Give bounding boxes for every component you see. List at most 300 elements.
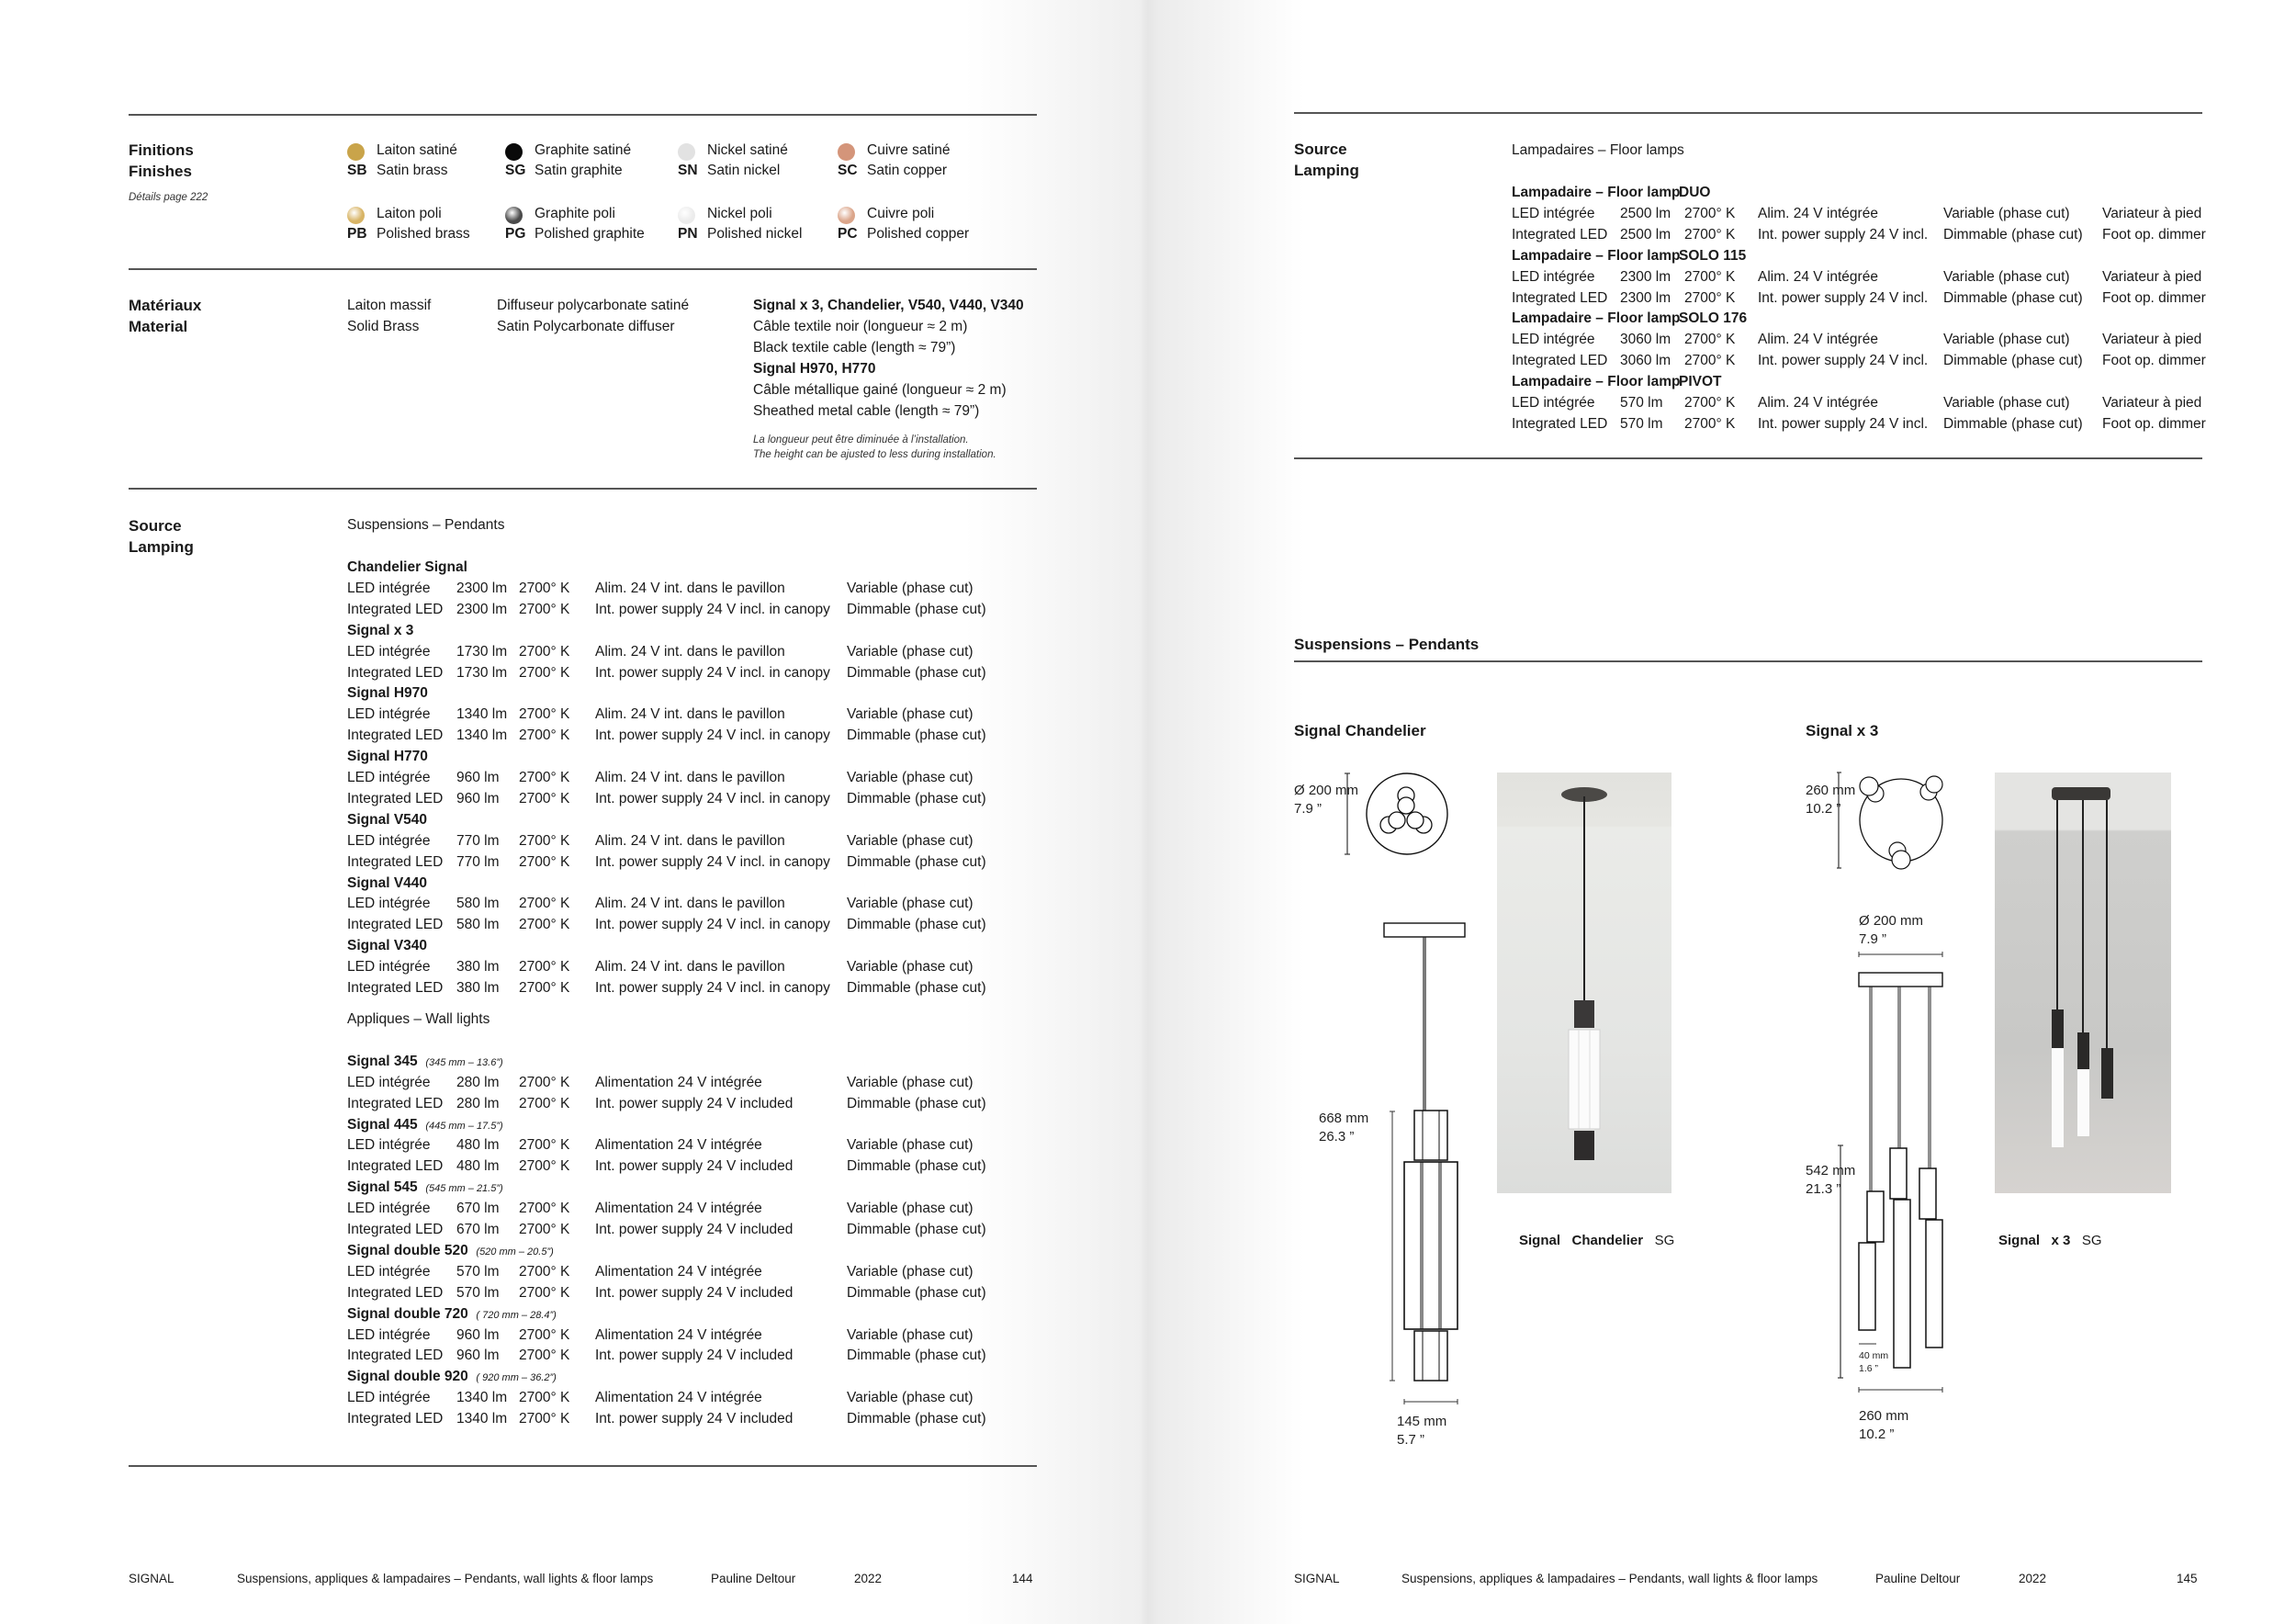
finish-name-fr: Graphite poli	[535, 206, 615, 221]
finish-color-icon	[838, 143, 855, 161]
color-temp: 2700° K	[519, 1074, 570, 1090]
color-temp: 2700° K	[519, 706, 570, 723]
finish-name-fr: Laiton satiné	[377, 142, 457, 158]
product-heading	[0, 308, 2204, 329]
finish-name-en: Satin graphite	[535, 163, 623, 178]
table-row	[0, 956, 1038, 977]
product-heading	[0, 682, 1038, 704]
source-label: Source Lamping	[1294, 141, 1359, 179]
dimmer-switch: Foot op. dimmer	[2102, 289, 2206, 306]
x3-title: Signal x 3	[1806, 722, 1879, 739]
lumens: 1340 lm	[456, 706, 508, 723]
lumens: 570 lm	[456, 1284, 500, 1301]
lamp-type: LED intégrée	[347, 1201, 431, 1217]
color-temp: 2700° K	[519, 664, 570, 681]
product-name: Signal double 920 ( 920 mm – 36.2”)	[347, 1369, 557, 1385]
finish-color-icon	[347, 143, 365, 161]
power-supply: Int. power supply 24 V incl. in canopy	[595, 853, 830, 870]
color-temp: 2700° K	[1684, 415, 1736, 432]
product-heading	[0, 1051, 1038, 1072]
power-supply: Int. power supply 24 V incl. in canopy	[595, 727, 830, 744]
finish-code: PC	[838, 226, 858, 242]
color-temp: 2700° K	[519, 853, 570, 870]
dimming: Variable (phase cut)	[847, 1263, 974, 1280]
product-model: DUO	[1679, 185, 1711, 200]
lamp-type: LED intégrée	[347, 896, 431, 912]
power-supply: Alimentation 24 V intégrée	[595, 1074, 762, 1090]
product-heading	[0, 620, 1038, 641]
dimming: Dimmable (phase cut)	[847, 917, 986, 933]
lumens: 1340 lm	[456, 727, 508, 744]
table-row	[0, 413, 2204, 434]
lamp-type: Integrated LED	[347, 1284, 444, 1301]
color-temp: 2700° K	[519, 1137, 570, 1154]
table-row	[0, 1325, 1038, 1346]
divider	[129, 1465, 1037, 1467]
product-heading	[0, 1240, 1038, 1261]
dimming: Variable (phase cut)	[1943, 205, 2070, 221]
product-heading	[0, 1114, 1038, 1135]
lamp-type: Integrated LED	[347, 664, 444, 681]
finish-name-fr: Nickel satiné	[707, 142, 788, 158]
dimmer-switch: Foot op. dimmer	[2102, 415, 2206, 432]
finish-color-icon	[678, 143, 695, 161]
product-heading	[0, 1177, 1038, 1198]
dimming: Variable (phase cut)	[847, 1326, 974, 1343]
finish-color-icon	[505, 143, 523, 161]
product-heading	[0, 873, 1038, 894]
divider	[1294, 660, 2202, 662]
x3-canopy-dim: Ø 200 mm 7.9 ”	[1859, 913, 1924, 947]
dimming: Dimmable (phase cut)	[847, 790, 986, 806]
dimming: Dimmable (phase cut)	[847, 1095, 986, 1111]
lamp-type: LED intégrée	[347, 770, 431, 785]
product-name: Signal 345 (345 mm – 13.6”)	[347, 1053, 503, 1069]
dimming: Dimmable (phase cut)	[847, 727, 986, 744]
table-row	[0, 851, 1038, 873]
power-supply: Int. power supply 24 V included	[595, 1284, 793, 1301]
lamp-type: LED intégrée	[1512, 395, 1595, 411]
table-row	[0, 830, 1038, 851]
product-model: SOLO 115	[1679, 247, 1747, 264]
product-name: Signal x 3	[347, 622, 414, 638]
product-heading	[0, 1009, 1038, 1030]
lumens: 580 lm	[456, 896, 500, 912]
pendants-section-title: Suspensions – Pendants	[1294, 636, 1480, 653]
dimmer-switch: Variateur à pied	[2102, 332, 2202, 348]
x3-top-dim: 260 mm 10.2 ”	[1806, 783, 1856, 817]
lumens: 3060 lm	[1620, 332, 1671, 348]
power-supply: Int. power supply 24 V incl. in canopy	[595, 790, 830, 806]
dimming: Variable (phase cut)	[847, 1137, 974, 1154]
dimming: Dimmable (phase cut)	[847, 664, 986, 681]
finish-swatch-item	[678, 141, 861, 186]
source-label: Source Lamping	[129, 517, 194, 556]
finish-swatch-item	[505, 141, 689, 186]
lamp-type: LED intégrée	[347, 580, 431, 596]
product-name: Signal H770	[347, 749, 428, 765]
divider	[1294, 457, 2202, 459]
lamp-type: Integrated LED	[347, 1222, 444, 1237]
finish-code: SG	[505, 163, 526, 178]
lamp-type: Integrated LED	[347, 727, 444, 744]
lamp-type: LED intégrée	[347, 1326, 431, 1343]
product-heading	[0, 182, 2204, 203]
product-heading	[0, 809, 1038, 830]
power-supply: Alim. 24 V int. dans le pavillon	[595, 959, 785, 976]
lumens: 1340 lm	[456, 1411, 508, 1427]
lamp-type: LED intégrée	[1512, 205, 1595, 221]
lamp-type: LED intégrée	[1512, 332, 1595, 348]
color-temp: 2700° K	[519, 1390, 570, 1406]
power-supply: Alim. 24 V int. dans le pavillon	[595, 770, 785, 785]
footer-year: 2022	[854, 1572, 883, 1585]
dimming: Dimmable (phase cut)	[1943, 289, 2083, 306]
power-supply: Int. power supply 24 V included	[595, 1411, 793, 1427]
color-temp: 2700° K	[519, 832, 570, 849]
power-supply: Alim. 24 V intégrée	[1758, 332, 1878, 348]
dimming: Variable (phase cut)	[847, 770, 974, 785]
x3-caption: Signal x 3 SG	[1998, 1233, 2102, 1248]
power-supply: Int. power supply 24 V incl. in canopy	[595, 601, 830, 617]
color-temp: 2700° K	[519, 1284, 570, 1301]
lumens: 770 lm	[456, 853, 500, 870]
power-supply: Alimentation 24 V intégrée	[595, 1390, 762, 1406]
power-supply: Alim. 24 V int. dans le pavillon	[595, 832, 785, 849]
lumens: 570 lm	[1620, 395, 1663, 411]
finishes-label: Finitions Finishes	[129, 141, 194, 180]
lamp-type: LED intégrée	[347, 832, 431, 849]
lumens: 580 lm	[456, 917, 500, 933]
lamp-type: LED intégrée	[347, 706, 431, 723]
color-temp: 2700° K	[519, 1263, 570, 1280]
lumens: 280 lm	[456, 1095, 500, 1111]
page-number: 144	[1012, 1572, 1033, 1585]
lumens: 480 lm	[456, 1137, 500, 1154]
finish-name-fr: Laiton poli	[377, 206, 442, 221]
table-row	[0, 1093, 1038, 1114]
color-temp: 2700° K	[1684, 268, 1736, 285]
dimming: Variable (phase cut)	[1943, 268, 2070, 285]
footer-category: Suspensions, appliques & lampadaires – Pendants, wall lights & floor lamps	[1401, 1572, 1818, 1585]
table-row	[0, 266, 2204, 288]
lumens: 3060 lm	[1620, 353, 1671, 369]
divider	[129, 114, 1037, 116]
dimming: Variable (phase cut)	[847, 896, 974, 912]
lumens: 2300 lm	[1620, 289, 1671, 306]
power-supply: Int. power supply 24 V included	[595, 1158, 793, 1175]
table-row	[0, 392, 2204, 413]
color-temp: 2700° K	[519, 580, 570, 596]
chandelier-side-view-drawing	[1359, 919, 1479, 1415]
chandelier-photo	[1497, 773, 1671, 1193]
power-supply: Alim. 24 V intégrée	[1758, 268, 1878, 285]
material-label: Matériaux Material	[129, 297, 202, 335]
color-temp: 2700° K	[1684, 395, 1736, 411]
dimming: Variable (phase cut)	[847, 580, 974, 596]
product-heading	[0, 935, 1038, 956]
dimmer-switch: Variateur à pied	[2102, 395, 2202, 411]
power-supply: Alimentation 24 V intégrée	[595, 1201, 762, 1217]
dimming: Variable (phase cut)	[847, 706, 974, 723]
table-row	[0, 1408, 1038, 1429]
dimming: Dimmable (phase cut)	[1943, 226, 2083, 242]
table-row	[0, 725, 1038, 746]
dimming: Variable (phase cut)	[847, 643, 974, 660]
finish-name-fr: Nickel poli	[707, 206, 772, 221]
color-temp: 2700° K	[1684, 226, 1736, 242]
finish-code: PB	[347, 226, 367, 242]
color-temp: 2700° K	[1684, 205, 1736, 221]
dimming: Variable (phase cut)	[847, 1390, 974, 1406]
dimmer-switch: Variateur à pied	[2102, 205, 2202, 221]
lumens: 570 lm	[1620, 415, 1663, 432]
product-name: Lampadaire – Floor lamp	[1512, 310, 1681, 327]
power-supply: Int. power supply 24 V incl. in canopy	[595, 664, 830, 681]
dimming: Dimmable (phase cut)	[847, 1158, 986, 1175]
dimming: Variable (phase cut)	[847, 1201, 974, 1217]
power-supply: Alimentation 24 V intégrée	[595, 1137, 762, 1154]
lumens: 380 lm	[456, 959, 500, 976]
color-temp: 2700° K	[1684, 353, 1736, 369]
finish-code: SN	[678, 163, 698, 178]
color-temp: 2700° K	[1684, 289, 1736, 306]
table-row	[0, 1198, 1038, 1219]
divider	[129, 488, 1037, 490]
lumens: 570 lm	[456, 1263, 500, 1280]
x3-tube-dim: 40 mm 1.6 ”	[1859, 1350, 1889, 1374]
product-model: PIVOT	[1679, 374, 1722, 390]
lumens: 770 lm	[456, 832, 500, 849]
table-row	[0, 350, 2204, 371]
lamp-type: Integrated LED	[347, 1095, 444, 1111]
finish-name-fr: Graphite satiné	[535, 142, 632, 158]
footer-designer: Pauline Deltour	[1875, 1572, 1961, 1585]
table-row	[0, 1219, 1038, 1240]
pendants-title: Suspensions – Pendants	[347, 517, 505, 533]
lumens: 960 lm	[456, 770, 500, 785]
lamp-type: Integrated LED	[1512, 353, 1608, 369]
chandelier-width-dim: 145 mm 5.7 ”	[1397, 1414, 1447, 1448]
chandelier-caption: Signal Chandelier SG	[1519, 1233, 1675, 1248]
lumens: 960 lm	[456, 1326, 500, 1343]
lumens: 1730 lm	[456, 664, 508, 681]
finish-swatch-item	[838, 141, 1021, 186]
power-supply: Int. power supply 24 V included	[595, 1348, 793, 1364]
color-temp: 2700° K	[519, 727, 570, 744]
dimmer-switch: Foot op. dimmer	[2102, 353, 2206, 369]
finish-name-en: Polished copper	[867, 226, 970, 242]
color-temp: 2700° K	[519, 1348, 570, 1364]
color-temp: 2700° K	[519, 790, 570, 806]
lamp-type: Integrated LED	[1512, 415, 1608, 432]
lamp-type: Integrated LED	[347, 1411, 444, 1427]
finish-name-fr: Cuivre poli	[867, 206, 935, 221]
power-supply: Alim. 24 V int. dans le pavillon	[595, 896, 785, 912]
power-supply: Alim. 24 V intégrée	[1758, 395, 1878, 411]
table-row	[0, 1156, 1038, 1177]
table-row	[0, 329, 2204, 350]
table-row	[0, 599, 1038, 620]
color-temp: 2700° K	[519, 770, 570, 785]
color-temp: 2700° K	[519, 917, 570, 933]
cable-info: Signal x 3, Chandelier, V540, V440, V340 Câble textile noir (longueur ≈ 2 m) Black textile cable (length ≈ 79”) Signal H970, H770 Câble métallique gainé (longueur ≈ 2 m) Sheathed metal cable (length ≈ 79”) La longueur peut être diminuée à l’installation. The height can be ajusted to less during installation.	[753, 298, 1024, 460]
lumens: 960 lm	[456, 1348, 500, 1364]
power-supply: Int. power supply 24 V included	[595, 1222, 793, 1237]
lumens: 380 lm	[456, 980, 500, 996]
footer-designer: Pauline Deltour	[711, 1572, 796, 1585]
lamp-type: LED intégrée	[347, 1263, 431, 1280]
lamp-type: Integrated LED	[347, 1348, 444, 1364]
color-temp: 2700° K	[1684, 332, 1736, 348]
finish-code: SC	[838, 163, 858, 178]
product-name: Lampadaire – Floor lamp	[1512, 247, 1681, 264]
finish-name-en: Polished brass	[377, 226, 470, 242]
dimming: Dimmable (phase cut)	[847, 1411, 986, 1427]
table-row	[0, 767, 1038, 788]
x3-top-view-drawing	[1837, 770, 1947, 871]
dimming: Variable (phase cut)	[847, 959, 974, 976]
color-temp: 2700° K	[519, 601, 570, 617]
x3-height-dim: 542 mm 21.3 ”	[1806, 1163, 1856, 1197]
material-col1: Laiton massif Solid Brass	[347, 298, 432, 334]
x3-width-dim: 260 mm 10.2 ”	[1859, 1408, 1909, 1442]
product-model: SOLO 176	[1679, 310, 1748, 327]
lamp-type: LED intégrée	[347, 1074, 431, 1090]
floor-lamps-title: Lampadaires – Floor lamps	[1512, 142, 1684, 158]
power-supply: Alim. 24 V int. dans le pavillon	[595, 706, 785, 723]
product-heading	[0, 557, 1038, 578]
wall-lights-title: Appliques – Wall lights	[347, 1010, 490, 1027]
table-row	[0, 704, 1038, 725]
finish-name-en: Polished graphite	[535, 226, 645, 242]
lamp-type: Integrated LED	[347, 601, 444, 617]
lumens: 2500 lm	[1620, 205, 1671, 221]
dimming: Variable (phase cut)	[1943, 332, 2070, 348]
finish-name-en: Satin copper	[867, 163, 948, 178]
color-temp: 2700° K	[519, 980, 570, 996]
product-name: Signal H970	[347, 685, 428, 702]
power-supply: Int. power supply 24 V incl.	[1758, 226, 1929, 242]
lamp-type: Integrated LED	[347, 917, 444, 933]
power-supply: Int. power supply 24 V incl.	[1758, 415, 1929, 432]
table-row	[0, 1345, 1038, 1366]
footer-category: Suspensions, appliques & lampadaires – Pendants, wall lights & floor lamps	[237, 1572, 654, 1585]
chandelier-photo-image	[1497, 773, 1671, 1193]
lamp-type: LED intégrée	[347, 1137, 431, 1154]
lamp-type: LED intégrée	[347, 959, 431, 976]
chandelier-height-dim: 668 mm 26.3 ”	[1319, 1111, 1369, 1145]
table-row	[0, 641, 1038, 662]
lumens: 1340 lm	[456, 1390, 508, 1406]
table-row	[0, 1282, 1038, 1303]
product-name: Signal double 720 ( 720 mm – 28.4”)	[347, 1305, 557, 1322]
finish-name-en: Satin brass	[377, 163, 448, 178]
power-supply: Int. power supply 24 V incl. in canopy	[595, 980, 830, 996]
power-supply: Int. power supply 24 V incl. in canopy	[595, 917, 830, 933]
color-temp: 2700° K	[519, 1326, 570, 1343]
dimming: Variable (phase cut)	[847, 1074, 974, 1090]
dimming: Dimmable (phase cut)	[1943, 415, 2083, 432]
product-name: Lampadaire – Floor lamp	[1512, 185, 1681, 200]
lamp-type: Integrated LED	[1512, 289, 1608, 306]
power-supply: Alim. 24 V int. dans le pavillon	[595, 643, 785, 660]
x3-photo-image	[1995, 773, 2171, 1193]
table-row	[0, 977, 1038, 998]
finish-code: PG	[505, 226, 526, 242]
product-heading	[0, 371, 2204, 392]
color-temp: 2700° K	[519, 1411, 570, 1427]
finish-swatch-item	[347, 141, 531, 186]
dimming: Variable (phase cut)	[1943, 395, 2070, 411]
color-temp: 2700° K	[519, 643, 570, 660]
lamp-type: LED intégrée	[347, 643, 431, 660]
table-row	[0, 288, 2204, 309]
table-row	[0, 1072, 1038, 1093]
lumens: 2300 lm	[456, 601, 508, 617]
dimming: Dimmable (phase cut)	[847, 601, 986, 617]
power-supply: Int. power supply 24 V included	[595, 1095, 793, 1111]
lumens: 670 lm	[456, 1222, 500, 1237]
color-temp: 2700° K	[519, 1222, 570, 1237]
chandelier-title: Signal Chandelier	[1294, 722, 1426, 739]
table-row	[0, 1387, 1038, 1408]
dimming: Dimmable (phase cut)	[1943, 353, 2083, 369]
product-name: Signal V540	[347, 811, 428, 828]
chandelier-top-dim: Ø 200 mm 7.9 ”	[1294, 783, 1359, 817]
product-name: Chandelier Signal	[347, 559, 467, 575]
x3-photo	[1995, 773, 2171, 1193]
footer-brand: SIGNAL	[129, 1572, 174, 1585]
x3-side-view-drawing	[1837, 951, 1984, 1401]
dimming: Dimmable (phase cut)	[847, 1284, 986, 1301]
finish-code: SB	[347, 163, 367, 178]
lamp-type: Integrated LED	[347, 1158, 444, 1175]
finishes-note: Détails page 222	[129, 192, 208, 203]
finish-name-en: Satin nickel	[707, 163, 781, 178]
page-number: 145	[2177, 1572, 2198, 1585]
finish-name-en: Polished nickel	[707, 226, 803, 242]
table-row	[0, 662, 1038, 683]
product-heading	[0, 1303, 1038, 1325]
table-row	[0, 914, 1038, 935]
dimmer-switch: Foot op. dimmer	[2102, 226, 2206, 242]
material-col2: Diffuseur polycarbonate satiné Satin Polycarbonate diffuser	[497, 298, 690, 334]
dimming: Dimmable (phase cut)	[847, 980, 986, 996]
lumens: 1730 lm	[456, 643, 508, 660]
power-supply: Int. power supply 24 V incl.	[1758, 353, 1929, 369]
product-name: Signal V440	[347, 874, 428, 891]
finish-code: PN	[678, 226, 698, 242]
dimming: Dimmable (phase cut)	[847, 1348, 986, 1364]
table-row	[0, 224, 2204, 245]
table-row	[0, 1261, 1038, 1282]
product-name: Signal 445 (445 mm – 17.5”)	[347, 1116, 503, 1133]
table-row	[0, 1134, 1038, 1156]
dimmer-switch: Variateur à pied	[2102, 268, 2202, 285]
lumens: 480 lm	[456, 1158, 500, 1175]
lumens: 960 lm	[456, 790, 500, 806]
divider	[1294, 112, 2202, 114]
product-name: Signal double 520 (520 mm – 20.5”)	[347, 1242, 554, 1258]
lumens: 2300 lm	[1620, 268, 1671, 285]
finish-name-fr: Cuivre satiné	[867, 142, 951, 158]
product-heading	[0, 746, 1038, 767]
lumens: 280 lm	[456, 1074, 500, 1090]
product-heading	[0, 245, 2204, 266]
power-supply: Alimentation 24 V intégrée	[595, 1326, 762, 1343]
chandelier-top-view-drawing	[1341, 762, 1488, 882]
